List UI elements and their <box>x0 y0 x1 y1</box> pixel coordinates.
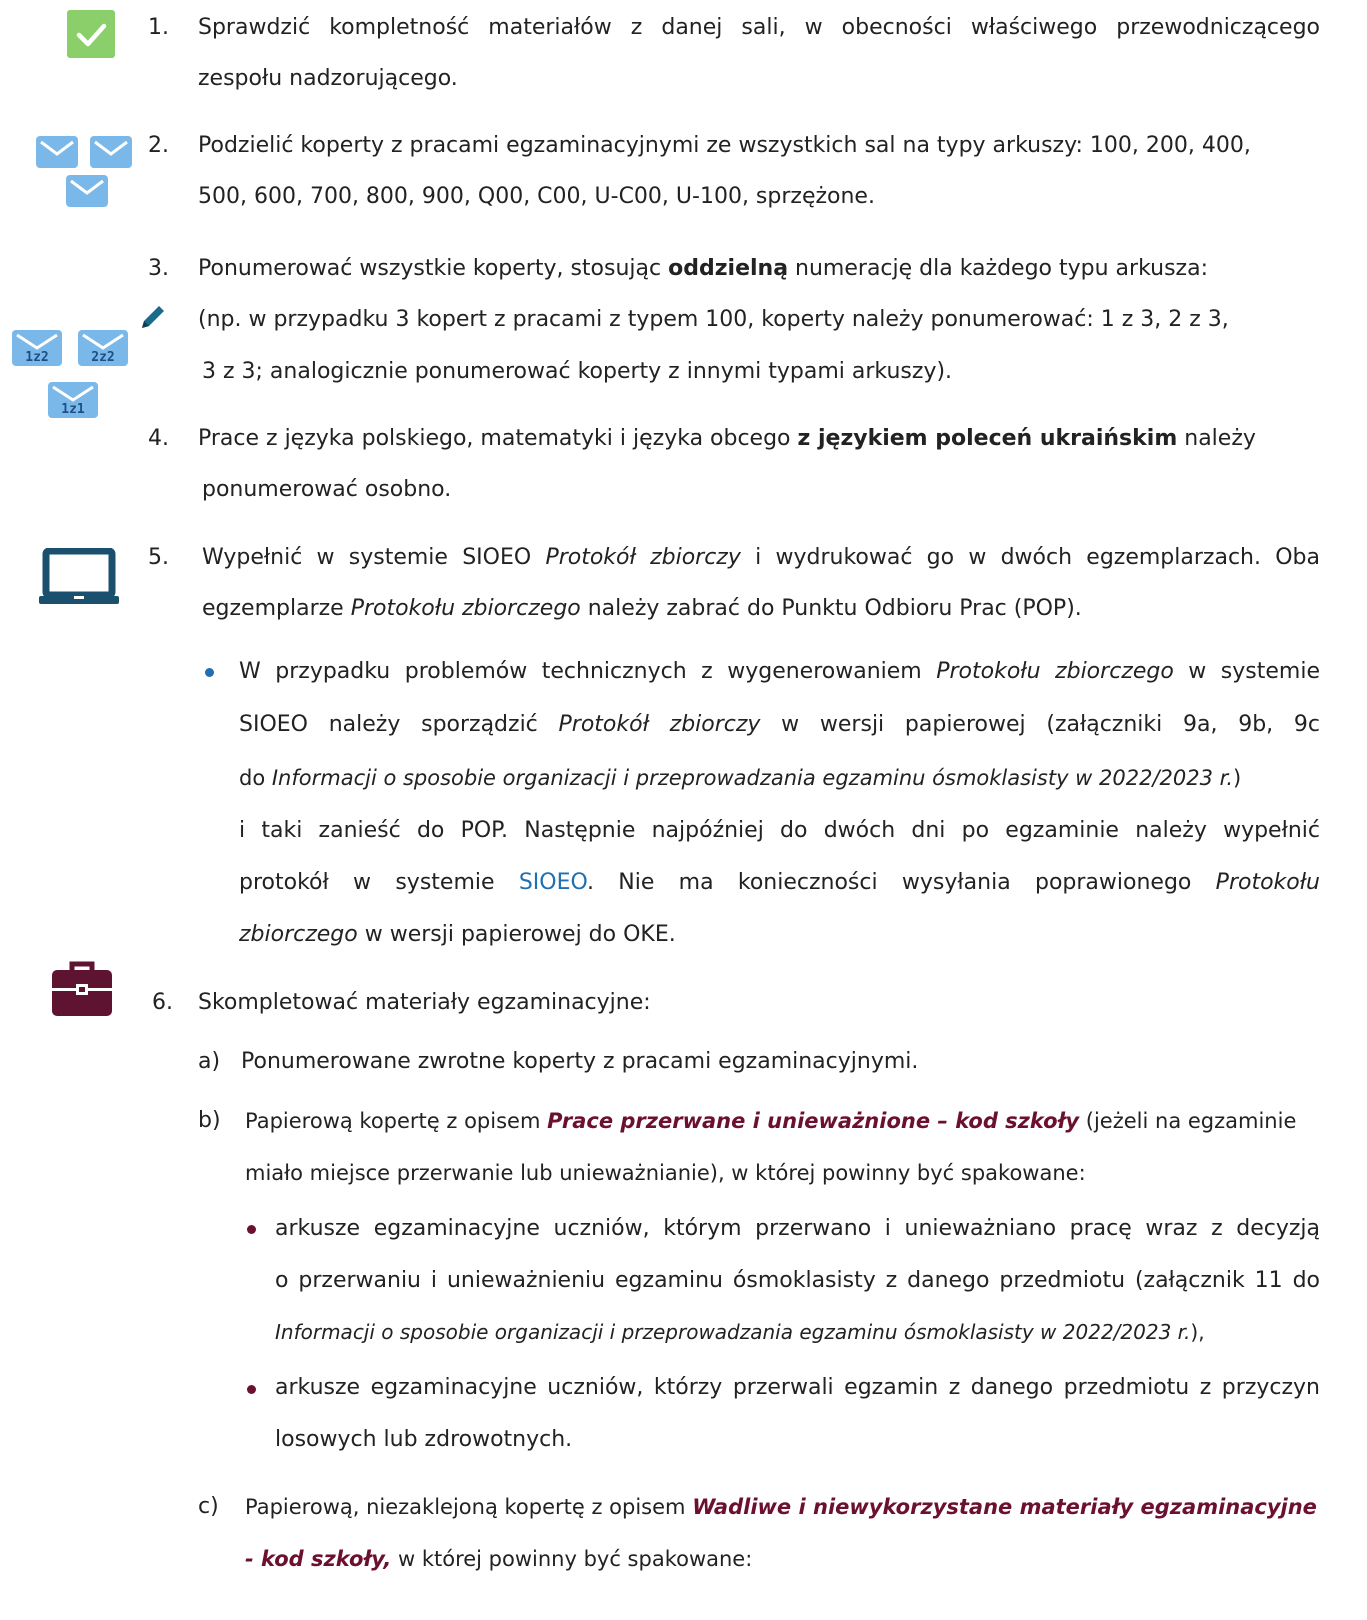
item-1-line-1: Sprawdzić kompletność materiałów z danej sali, w obecności właściwego przewodniczącego <box>198 15 1320 40</box>
item-5-line-1: Wypełnić w systemie SIOEO Protokół zbiorczy i wydrukować go w dwóch egzemplarzach. Oba <box>202 545 1320 570</box>
item-6b-bullet-2-line-2: losowych lub zdrowotnych. <box>275 1427 573 1452</box>
item-5-sub-line-6: zbiorczego w wersji papierowej do OKE. <box>239 922 676 947</box>
item-5-sub-line-5: protokół w systemie SIOEO. Nie ma konieczności wysyłania poprawionego Protokołu <box>239 870 1320 895</box>
item-6c-line-2: - kod szkoły, w której powinny być spakowane: <box>245 1547 753 1571</box>
item-6b-bullet-1-line-2: o przerwaniu i unieważnieniu egzaminu ósmoklasisty z danego przedmiotu (załącznik 11 do <box>275 1268 1320 1293</box>
sub-letter: a) <box>198 1049 221 1074</box>
item-1-line-2: zespołu nadzorującego. <box>198 66 458 91</box>
item-6b-line-2: miało miejsce przerwanie lub unieważnianie), w której powinny być spakowane: <box>245 1161 1086 1185</box>
item-5-sub-line-3: do Informacji o sposobie organizacji i przeprowadzania egzaminu ósmoklasisty w 2022/2023 r.) <box>239 766 1242 790</box>
item-number: 4. <box>148 426 169 451</box>
briefcase-icon <box>50 960 114 1018</box>
item-6-line-1: Skompletować materiały egzaminacyjne: <box>198 990 651 1015</box>
item-4-line-2: ponumerować osobno. <box>202 477 452 502</box>
envelope-label: 1z2 <box>25 350 49 365</box>
item-5-sub-line-1: W przypadku problemów technicznych z wygenerowaniem Protokołu zbiorczego w systemie <box>239 659 1320 684</box>
item-number: 1. <box>148 15 169 40</box>
envelope-icon <box>66 175 108 207</box>
item-6b-bullet-2-line-1: arkusze egzaminacyjne uczniów, którzy przerwali egzamin z danego przedmiotu z przyczyn <box>275 1375 1320 1400</box>
envelope-icon <box>12 330 62 366</box>
pencil-icon <box>138 302 168 332</box>
item-6b-bullet-1-line-1: arkusze egzaminacyjne uczniów, którym przerwano i unieważniano pracę wraz z decyzją <box>275 1216 1320 1241</box>
item-number: 6. <box>152 990 173 1015</box>
envelope-icon <box>90 136 132 168</box>
item-6c-line-1: Papierową, niezaklejoną kopertę z opisem Wadliwe i niewykorzystane materiały egzaminacyjne <box>245 1495 1317 1519</box>
envelope-label: 2z2 <box>91 350 115 365</box>
bullet-dot <box>247 1225 256 1234</box>
bullet-dot <box>247 1385 256 1394</box>
item-6b-bullet-1-line-3: Informacji o sposobie organizacji i przeprowadzania egzaminu ósmoklasisty w 2022/2023 r.), <box>275 1320 1205 1344</box>
checkmark-icon <box>67 10 115 58</box>
sioeo-link[interactable]: SIOEO <box>518 870 587 895</box>
item-4-line-1: Prace z języka polskiego, matematyki i języka obcego z językiem poleceń ukraińskim należy <box>198 426 1256 451</box>
item-number: 5. <box>148 545 169 570</box>
item-6b-line-1: Papierową kopertę z opisem Prace przerwane i unieważnione – kod szkoły (jeżeli na egzaminie <box>245 1109 1297 1133</box>
item-3-line-2: (np. w przypadku 3 kopert z pracami z typem 100, koperty należy ponumerować: 1 z 3, 2 z 3, <box>198 307 1229 332</box>
sub-letter: b) <box>198 1108 221 1133</box>
item-2-line-2: 500, 600, 700, 800, 900, Q00, C00, U-C00, U-100, sprzężone. <box>198 184 875 209</box>
item-6a-text: Ponumerowane zwrotne koperty z pracami egzaminacyjnymi. <box>241 1049 919 1074</box>
sub-letter: c) <box>198 1494 219 1519</box>
envelope-icon <box>48 382 98 418</box>
item-number: 2. <box>148 133 169 158</box>
item-5-sub-line-2: SIOEO należy sporządzić Protokół zbiorczy w wersji papierowej (załączniki 9a, 9b, 9c <box>239 712 1320 737</box>
item-3-line-1: Ponumerować wszystkie koperty, stosując oddzielną numerację dla każdego typu arkusza: <box>198 256 1208 281</box>
item-3-line-3: 3 z 3; analogicznie ponumerować koperty z innymi typami arkuszy). <box>202 359 953 384</box>
envelope-label: 1z1 <box>61 402 85 417</box>
bullet-dot <box>205 668 214 677</box>
laptop-icon <box>38 548 120 606</box>
envelope-icon <box>36 136 78 168</box>
envelope-icon <box>78 330 128 366</box>
item-5-sub-line-4: i taki zanieść do POP. Następnie najpóźniej do dwóch dni po egzaminie należy wypełnić <box>239 818 1320 843</box>
item-5-line-2: egzemplarze Protokołu zbiorczego należy zabrać do Punktu Odbioru Prac (POP). <box>202 596 1082 621</box>
item-2-line-1: Podzielić koperty z pracami egzaminacyjnymi ze wszystkich sal na typy arkuszy: 100, 200, 400, <box>198 133 1251 158</box>
item-number: 3. <box>148 256 169 281</box>
